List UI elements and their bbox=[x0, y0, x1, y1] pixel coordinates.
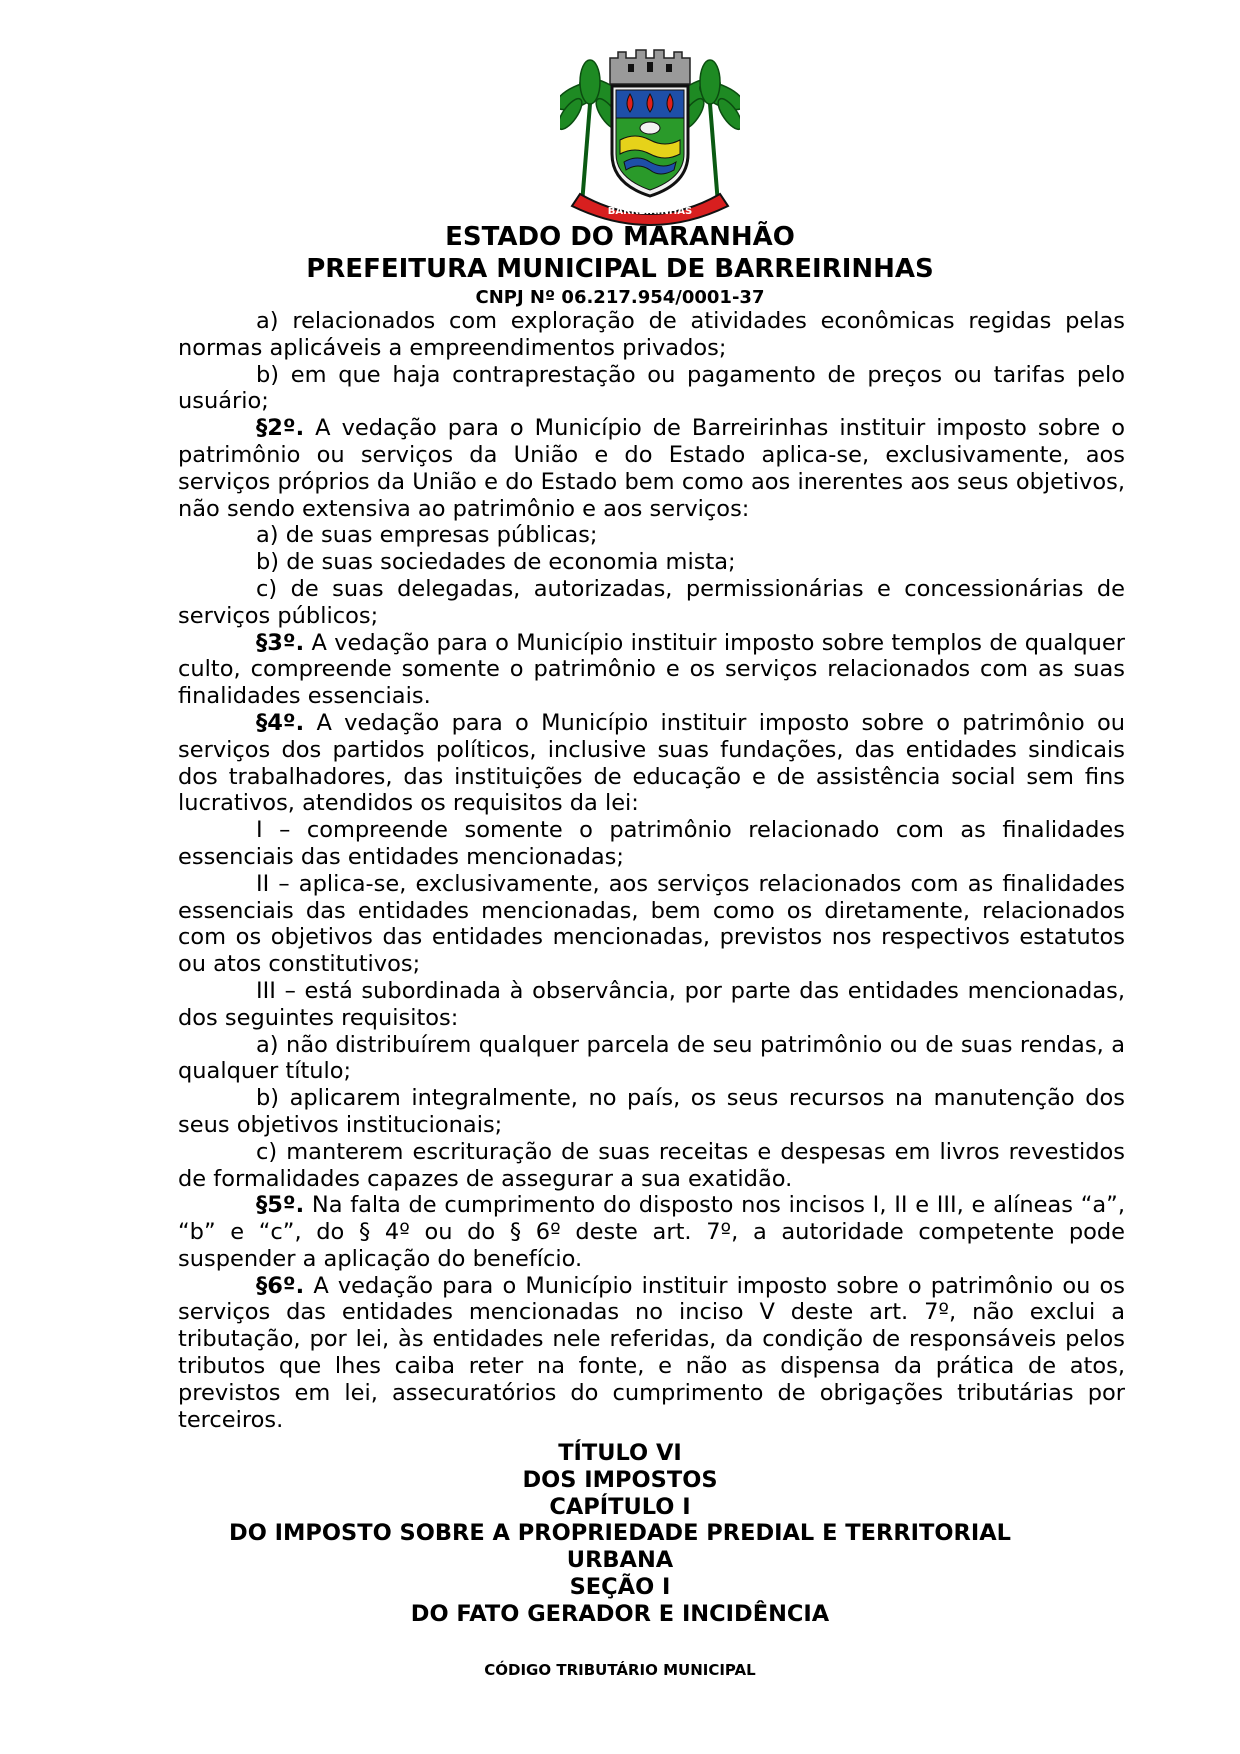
paragraph: I – compreende somente o patrimônio relacionado com as finalidades essenciais das entidades mencionadas; bbox=[178, 817, 1125, 870]
paragraph: a) não distribuírem qualquer parcela de seu patrimônio ou de suas rendas, a qualquer título; bbox=[178, 1031, 1125, 1085]
page-footer: CÓDIGO TRIBUTÁRIO MUNICIPAL bbox=[484, 1661, 756, 1679]
cnpj-line: CNPJ Nº 06.217.954/0001-37 bbox=[475, 287, 765, 308]
title-line: DO FATO GERADOR E INCIDÊNCIA bbox=[410, 1600, 830, 1627]
paragraph-section-4: §4º. A vedação para o Município instituir imposto sobre o patrimônio ou serviços dos partidos políticos, inclusive suas fundações, das entidades sindicais dos trabalhadores, das instituições de educação e de assistência social sem fins lucrativos, atendidos os requisitos da lei: bbox=[178, 709, 1125, 817]
paragraph: II – aplica-se, exclusivamente, aos serviços relacionados com as finalidades essenciais das entidades mencionadas, bem como os diretamente, relacionados com os objetivos das entidades mencionadas, previstos nos respectivos estatutos ou atos constitutivos; bbox=[178, 870, 1125, 978]
paragraph: c) manterem escrituração de suas receitas e despesas em livros revestidos de formalidades capazes de assegurar a sua exatidão. bbox=[178, 1138, 1125, 1192]
document-body bbox=[178, 308, 1125, 1433]
title-line: CAPÍTULO I bbox=[549, 1493, 691, 1520]
paragraph: b) de suas sociedades de economia mista; bbox=[256, 549, 736, 576]
crest-ribbon-text: BARREIRINHAS bbox=[607, 206, 693, 217]
title-line: SEÇÃO I bbox=[569, 1573, 671, 1600]
section-titles bbox=[0, 1440, 1240, 1628]
paragraph-section-5: §5º. Na falta de cumprimento do disposto nos incisos I, II e III, e alíneas “a”, “b” e “c”, do § 4º ou do § 6º deste art. 7º, a autoridade competente pode suspender a aplicação do benefício. bbox=[178, 1192, 1125, 1272]
paragraph: a) de suas empresas públicas; bbox=[256, 522, 598, 549]
title-line: DOS IMPOSTOS bbox=[522, 1466, 718, 1493]
municipal-crest-logo bbox=[560, 44, 740, 226]
title-line: URBANA bbox=[566, 1547, 674, 1574]
paragraph-section-3: §3º. A vedação para o Município instituir imposto sobre templos de qualquer culto, compreende somente o patrimônio e os serviços relacionados com as suas finalidades essenciais. bbox=[178, 629, 1125, 710]
paragraph-section-2: §2º. A vedação para o Município de Barreirinhas instituir imposto sobre o patrimônio ou serviços da União e do Estado aplica-se, exclusivamente, aos serviços próprios da União e do Estado bem como aos inerentes aos seus objetivos, não sendo extensiva ao patrimônio e aos serviços: bbox=[178, 415, 1125, 522]
paragraph-section-6: §6º. A vedação para o Município instituir imposto sobre o patrimônio ou os serviços das entidades mencionadas no inciso V deste art. 7º, não exclui a tributação, por lei, às entidades nele referidas, da condição de responsáveis pelos tributos que lhes caiba reter na fonte, e não as dispensa da prática de atos, previstos em lei, assecuratórios do cumprimento de obrigações tributárias por terceiros. bbox=[178, 1272, 1125, 1433]
paragraph: b) aplicarem integralmente, no país, os seus recursos na manutenção dos seus objetivos institucionais; bbox=[178, 1085, 1125, 1138]
paragraph: c) de suas delegadas, autorizadas, permissionárias e concessionárias de serviços públicos; bbox=[178, 575, 1125, 629]
title-line: TÍTULO VI bbox=[558, 1440, 682, 1466]
title-line: DO IMPOSTO SOBRE A PROPRIEDADE PREDIAL E TERRITORIAL bbox=[229, 1520, 1011, 1547]
paragraph: a) relacionados com exploração de atividades econômicas regidas pelas normas aplicáveis a empreendimentos privados; bbox=[178, 308, 1125, 361]
paragraph: b) em que haja contraprestação ou pagamento de preços ou tarifas pelo usuário; bbox=[178, 361, 1125, 415]
paragraph: III – está subordinada à observância, por parte das entidades mencionadas, dos seguintes requisitos: bbox=[178, 977, 1125, 1031]
state-title: ESTADO DO MARANHÃO bbox=[445, 222, 795, 252]
prefeitura-title: PREFEITURA MUNICIPAL DE BARREIRINHAS bbox=[306, 254, 934, 284]
